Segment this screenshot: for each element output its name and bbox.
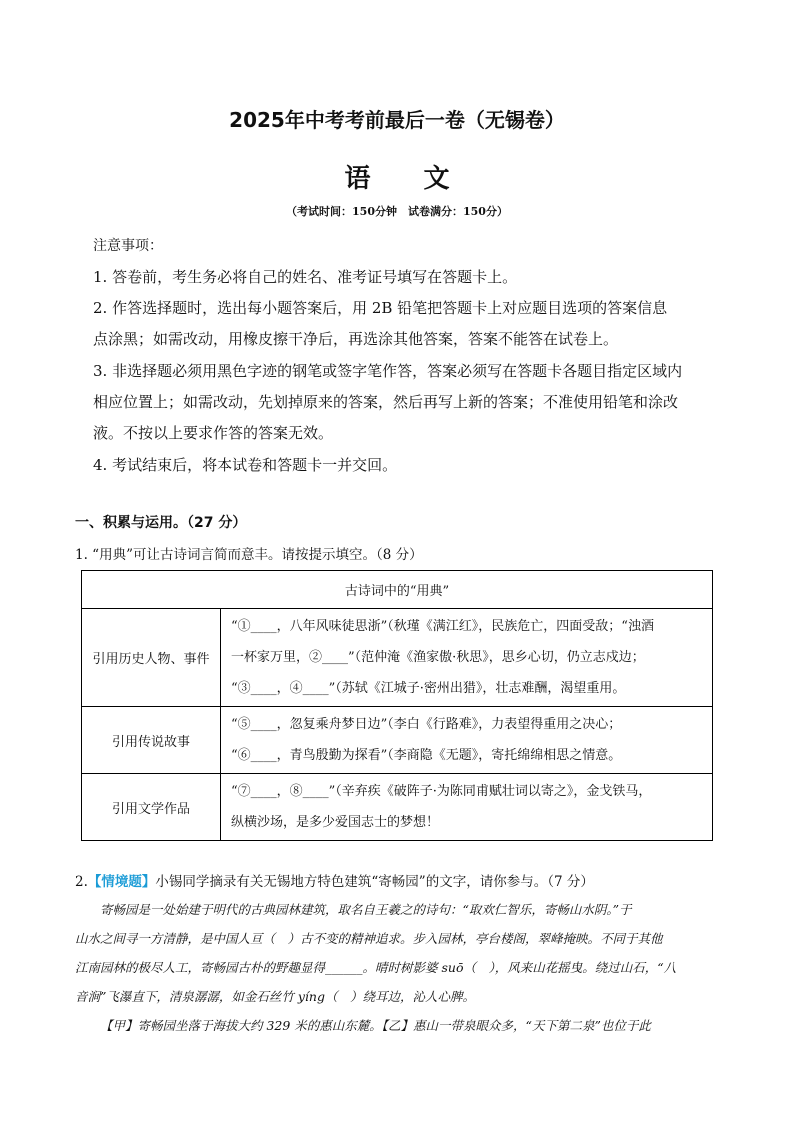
notes-line: 液。不按以上要求作答的答案无效。	[93, 424, 334, 442]
exam-title: 2025年中考考前最后一卷（无锡卷）	[229, 108, 565, 132]
subject-title: 语 文	[344, 164, 472, 194]
table-header: 古诗词中的“用典”	[82, 571, 713, 609]
question-2-prompt	[75, 870, 594, 890]
exam-info: （考试时间：150分钟 试卷满分：150分）	[286, 205, 508, 218]
notes-line: 点涂黑；如需改动，用橡皮擦干净后，再选涂其他答案，答案不能答在试卷上。	[93, 330, 619, 348]
row-category: 引用文学作品	[82, 774, 221, 841]
notes-line: 3. 非选择题必须用黑色字迹的钢笔或签字笔作答，答案必须写在答题卡各题目指定区域内	[93, 362, 683, 380]
passage-line: 【甲】寄畅园坐落于海拔大约 329 米的惠山东麓。【乙】惠山一带泉眼众多，“天下第二泉”也位于此	[100, 1018, 651, 1033]
question-text: 小锡同学摘录有关无锡地方特色建筑“寄畅园”的文字，请你参与。（7 分）	[155, 874, 594, 890]
table-row	[82, 774, 713, 841]
question-number: 2.	[75, 874, 88, 890]
notes-heading: 注意事项：	[93, 238, 163, 254]
row-line: “③____，④____”（苏轼《江城子·密州出猎》，壮志难酬，渴望重用。	[231, 681, 626, 696]
notes-line: 4. 考试结束后，将本试卷和答题卡一并交回。	[93, 456, 398, 474]
notes-line: 1. 答卷前，考生务必将自己的姓名、准考证号填写在答题卡上。	[93, 268, 518, 286]
table-row	[82, 609, 713, 707]
passage-line: 山水之间寻一方清静，是中国人亘（ ）古不变的精神追求。步入园林，亭台楼阁，翠峰掩映。不同于其他	[75, 931, 663, 946]
question-tag: 【情境题】	[87, 874, 156, 890]
notes-line: 2. 作答选择题时，选出每小题答案后，用 2B 铅笔把答题卡上对应题目选项的答案信息	[93, 299, 668, 317]
passage-line: 音涧”飞瀑直下，清泉潺潺，如金石丝竹 yíng（ ）绕耳边，沁人心脾。	[75, 989, 475, 1004]
row-line: “⑤____，忽复乘舟梦日边”（李白《行路难》，力表望得重用之决心；	[231, 717, 622, 732]
passage-line: 寄畅园是一处始建于明代的古典园林建筑，取名自王羲之的诗句：“取欢仁智乐，寄畅山水阴。”于	[100, 902, 632, 917]
notes-line: 相应位置上；如需改动，先划掉原来的答案，然后再写上新的答案；不准使用铅笔和涂改	[93, 393, 679, 411]
row-line: 纵横沙场，是多少爱国志士的梦想！	[231, 815, 440, 830]
question-1-prompt: 1. “用典”可让古诗词言简而意丰。请按提示填空。（8 分）	[75, 547, 423, 563]
row-content	[221, 774, 713, 841]
row-line: “①____，八年风味徒思浙”（秋瑾《满江红》，民族危亡，四面受敌；“浊酒	[231, 619, 654, 634]
row-category: 引用历史人物、事件	[82, 609, 221, 707]
row-line: “⑦____，⑧____”（辛弃疾《破阵子·为陈同甫赋壮词以寄之》，金戈铁马，	[231, 784, 652, 799]
section-heading: 一、积累与运用。（27 分）	[75, 515, 247, 531]
row-category: 引用传说故事	[82, 707, 221, 774]
row-content	[221, 609, 713, 707]
table-row	[82, 707, 713, 774]
row-content	[221, 707, 713, 774]
row-line: “⑥____，青鸟殷勤为探看”（李商隐《无题》，寄托绵绵相思之情意。	[231, 748, 622, 763]
passage-line: 江南园林的极尽人工，寄畅园古朴的野趣显得______。晴时树影婆 suō（ ），风来山花摇曳。绕过山石，“八	[75, 960, 677, 975]
row-line: 一杯家万里，②____”（范仲淹《渔家傲·秋思》，思乡心切，仍立志戍边；	[231, 650, 645, 665]
allusion-table	[81, 570, 713, 841]
